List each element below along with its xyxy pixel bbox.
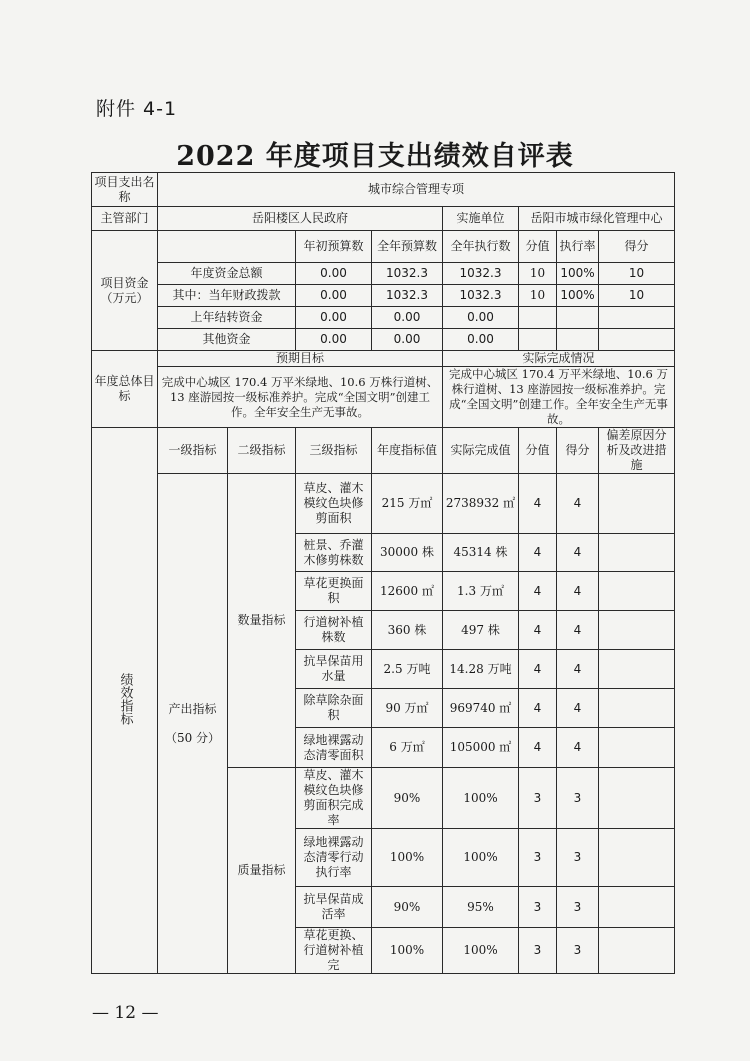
indicator-reason (599, 768, 675, 829)
header-score-weight: 分值 (519, 231, 557, 263)
indicator-reason (599, 728, 675, 768)
fund-weight: 10 (519, 263, 557, 285)
fund-initial: 0.00 (296, 307, 372, 329)
level1-cell (158, 474, 228, 974)
indicator-actual: 969740 ㎡ (443, 689, 519, 728)
indicator-row (92, 474, 675, 534)
header-annual-exec: 全年执行数 (443, 231, 519, 263)
header-annual-budget: 全年预算数 (372, 231, 443, 263)
funds-label (92, 231, 158, 351)
indicator-name: 桩景、乔灌木修剪株数 (296, 534, 372, 572)
unit-value: 岳阳市城市绿化管理中心 (519, 207, 675, 231)
indicator-name: 绿地裸露动态清零面积 (296, 728, 372, 768)
indicator-score: 3 (557, 768, 599, 829)
fund-annual: 0.00 (372, 329, 443, 351)
indicator-weight: 4 (519, 572, 557, 611)
indicator-score: 3 (557, 829, 599, 887)
indicator-score: 4 (557, 474, 599, 534)
expected-goal-header: 预期目标 (158, 351, 443, 367)
fund-rate (557, 307, 599, 329)
indicator-actual: 14.28 万吨 (443, 650, 519, 689)
project-name-row (92, 173, 675, 207)
performance-header-row (92, 428, 675, 474)
fund-weight (519, 329, 557, 351)
actual-goal-text: 完成中心城区 170.4 万平米绿地、10.6 万株行道树、13 座游园按一级标准养护。完成“全国文明”创建工作。全年安全生产无事故。 (443, 367, 675, 428)
indicator-score: 4 (557, 611, 599, 650)
fund-initial: 0.00 (296, 285, 372, 307)
indicator-weight: 3 (519, 928, 557, 974)
fund-score: 10 (599, 285, 675, 307)
goals-header-row (92, 351, 675, 367)
department-row (92, 207, 675, 231)
header-level2: 二级指标 (228, 428, 296, 474)
indicator-target: 100% (372, 829, 443, 887)
fund-row-label: 年度资金总额 (158, 263, 296, 285)
fund-rate: 100% (557, 285, 599, 307)
quantity-indicator-label: 数量指标 (228, 474, 296, 768)
fund-weight: 10 (519, 285, 557, 307)
attachment-label: 附件 4-1 (96, 98, 178, 120)
indicator-weight: 3 (519, 768, 557, 829)
indicator-reason (599, 928, 675, 974)
indicator-target: 90% (372, 768, 443, 829)
indicator-weight: 3 (519, 829, 557, 887)
indicator-target: 30000 株 (372, 534, 443, 572)
indicator-reason (599, 534, 675, 572)
indicator-name: 草花更换面积 (296, 572, 372, 611)
indicator-score: 4 (557, 572, 599, 611)
indicator-reason (599, 689, 675, 728)
indicator-actual: 100% (443, 928, 519, 974)
level1-name: 产出指标 (168, 701, 217, 716)
indicator-reason (599, 887, 675, 928)
indicator-weight: 4 (519, 689, 557, 728)
fund-row-label: 其他资金 (158, 329, 296, 351)
indicator-name: 抗旱保苗成活率 (296, 887, 372, 928)
header-weight: 分值 (519, 428, 557, 474)
indicator-reason (599, 572, 675, 611)
indicator-target: 90% (372, 887, 443, 928)
header-target: 年度指标值 (372, 428, 443, 474)
indicator-weight: 4 (519, 650, 557, 689)
indicator-name: 行道树补植株数 (296, 611, 372, 650)
expected-goal-text: 完成中心城区 170.4 万平米绿地、10.6 万株行道树、13 座游园按一级标准养护。完成“全国文明”创建工作。全年安全生产无事故。 (158, 367, 443, 428)
indicator-score: 3 (557, 887, 599, 928)
fund-annual: 1032.3 (372, 263, 443, 285)
indicator-score: 4 (557, 728, 599, 768)
indicator-actual: 497 株 (443, 611, 519, 650)
fund-row-label: 其中：当年财政拨款 (158, 285, 296, 307)
goals-content-row (92, 367, 675, 428)
header-score: 得分 (557, 428, 599, 474)
indicator-score: 3 (557, 928, 599, 974)
indicator-target: 360 株 (372, 611, 443, 650)
indicator-actual: 2738932 ㎡ (443, 474, 519, 534)
indicator-name: 草花更换、行道树补植完 (296, 928, 372, 974)
indicator-name: 草皮、灌木模纹色块修剪面积完成率 (296, 768, 372, 829)
funds-label-line1: 项目资金 (100, 275, 149, 290)
project-name-value: 城市综合管理专项 (158, 173, 675, 207)
indicator-name: 除草除杂面积 (296, 689, 372, 728)
fund-score (599, 307, 675, 329)
indicator-target: 2.5 万吨 (372, 650, 443, 689)
indicator-reason (599, 474, 675, 534)
indicator-score: 4 (557, 689, 599, 728)
indicator-weight: 4 (519, 611, 557, 650)
fund-initial: 0.00 (296, 263, 372, 285)
fund-score (599, 329, 675, 351)
fund-annual: 1032.3 (372, 285, 443, 307)
project-name-label: 项目支出名称 (92, 173, 158, 207)
unit-label: 实施单位 (443, 207, 519, 231)
indicator-reason (599, 650, 675, 689)
indicator-actual: 95% (443, 887, 519, 928)
performance-section-label (92, 428, 158, 974)
performance-evaluation-table (91, 172, 675, 974)
page-number: — 12 — (92, 1003, 159, 1023)
indicator-target: 90 万㎡ (372, 689, 443, 728)
indicator-target: 215 万㎡ (372, 474, 443, 534)
indicator-actual: 1.3 万㎡ (443, 572, 519, 611)
funds-row (92, 263, 675, 285)
fund-exec: 1032.3 (443, 263, 519, 285)
funds-label-line2: （万元） (100, 290, 149, 305)
indicator-weight: 3 (519, 887, 557, 928)
actual-goal-header: 实际完成情况 (443, 351, 675, 367)
indicator-reason (599, 611, 675, 650)
indicator-actual: 105000 ㎡ (443, 728, 519, 768)
header-level3: 三级指标 (296, 428, 372, 474)
funds-row (92, 329, 675, 351)
indicator-actual: 100% (443, 829, 519, 887)
funds-row (92, 307, 675, 329)
indicator-actual: 100% (443, 768, 519, 829)
funds-header-blank (158, 231, 296, 263)
fund-initial: 0.00 (296, 329, 372, 351)
indicator-weight: 4 (519, 534, 557, 572)
header-score: 得分 (599, 231, 675, 263)
indicator-name: 绿地裸露动态清零行动执行率 (296, 829, 372, 887)
header-reason: 偏差原因分析及改进措施 (599, 428, 675, 474)
dept-label: 主管部门 (92, 207, 158, 231)
fund-score: 10 (599, 263, 675, 285)
dept-value: 岳阳楼区人民政府 (158, 207, 443, 231)
indicator-score: 4 (557, 650, 599, 689)
fund-rate: 100% (557, 263, 599, 285)
indicator-weight: 4 (519, 474, 557, 534)
fund-annual: 0.00 (372, 307, 443, 329)
indicator-target: 12600 ㎡ (372, 572, 443, 611)
funds-row (92, 285, 675, 307)
fund-rate (557, 329, 599, 351)
fund-exec: 1032.3 (443, 285, 519, 307)
header-actual: 实际完成值 (443, 428, 519, 474)
indicator-actual: 45314 株 (443, 534, 519, 572)
level1-points: （50 分） (164, 730, 221, 745)
header-initial-budget: 年初预算数 (296, 231, 372, 263)
indicator-name: 抗旱保苗用水量 (296, 650, 372, 689)
indicator-weight: 4 (519, 728, 557, 768)
fund-row-label: 上年结转资金 (158, 307, 296, 329)
indicator-target: 100% (372, 928, 443, 974)
fund-weight (519, 307, 557, 329)
goals-label: 年度总体目标 (92, 351, 158, 428)
indicator-target: 6 万㎡ (372, 728, 443, 768)
fund-exec: 0.00 (443, 307, 519, 329)
indicator-reason (599, 829, 675, 887)
page-title: 2022 年度项目支出绩效自评表 (176, 141, 574, 172)
funds-header-row (92, 231, 675, 263)
indicator-score: 4 (557, 534, 599, 572)
performance-label-text: 绩效指标 (117, 672, 133, 725)
fund-exec: 0.00 (443, 329, 519, 351)
header-level1: 一级指标 (158, 428, 228, 474)
quality-indicator-label: 质量指标 (228, 768, 296, 974)
header-exec-rate: 执行率 (557, 231, 599, 263)
indicator-name: 草皮、灌木模纹色块修剪面积 (296, 474, 372, 534)
